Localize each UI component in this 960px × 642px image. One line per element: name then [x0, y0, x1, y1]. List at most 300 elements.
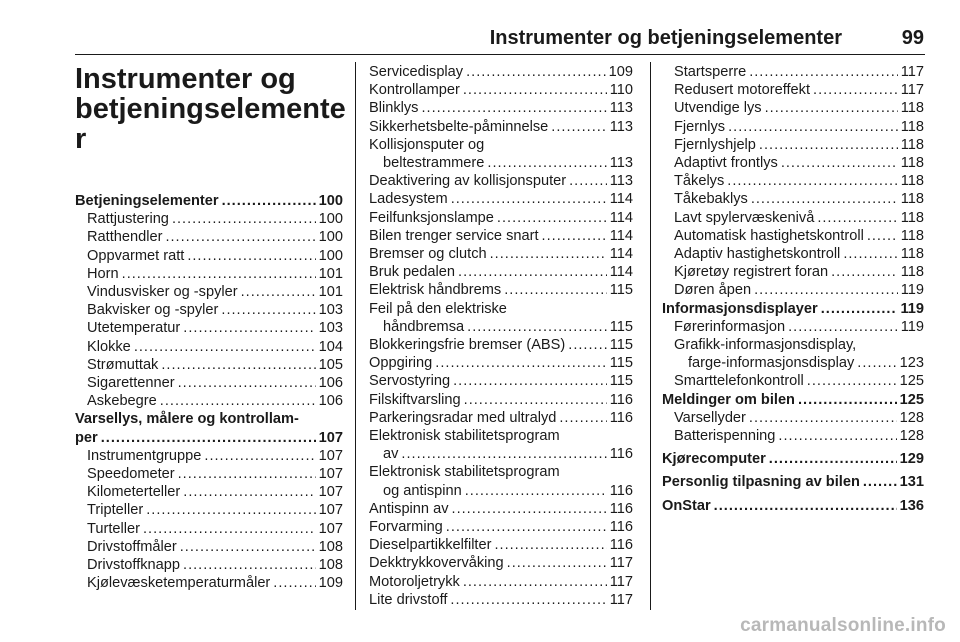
toc-entry[interactable]	[662, 81, 924, 99]
toc-entry[interactable]	[75, 210, 343, 228]
dot-leader	[559, 409, 606, 427]
toc-section-entry[interactable]	[662, 391, 924, 409]
toc-entry[interactable]	[369, 209, 633, 227]
toc-entry-label: Instrumentgruppe	[87, 447, 202, 464]
toc-entry[interactable]	[369, 336, 633, 354]
toc-entry	[369, 463, 633, 481]
toc-entry-page: 115	[609, 318, 633, 335]
toc-entry-page: 118	[900, 118, 924, 135]
toc-entry-page: 115	[609, 355, 633, 372]
dot-leader	[178, 465, 316, 483]
toc-entry-page: 125	[899, 391, 924, 408]
toc-entry-page: 101	[318, 265, 343, 282]
toc-entry	[369, 136, 633, 154]
toc-entry-label: Fjernlys	[674, 118, 726, 135]
toc-entry-label: Strømuttak	[87, 356, 159, 373]
toc-entry-page: 119	[900, 318, 924, 335]
toc-entry-label: Tripteller	[87, 502, 144, 519]
chapter-title	[75, 64, 345, 154]
toc-entry[interactable]	[662, 136, 924, 154]
toc-entry[interactable]	[75, 374, 343, 392]
dot-leader	[222, 192, 316, 210]
dot-leader	[817, 209, 897, 227]
toc-entry-page: 116	[609, 446, 633, 463]
toc-entry[interactable]	[75, 447, 343, 465]
toc-entry[interactable]	[369, 63, 633, 81]
toc-section-entry[interactable]	[662, 300, 924, 318]
dot-leader	[458, 263, 607, 281]
toc-entry-label: Døren åpen	[674, 282, 752, 299]
page-header	[0, 0, 960, 62]
toc-entry-page: 123	[899, 355, 924, 372]
toc-entry[interactable]	[369, 318, 633, 336]
toc-entry-page: 107	[318, 466, 343, 483]
toc-entry-page: 106	[318, 375, 343, 392]
toc-entry-label: Ratthendler	[87, 229, 163, 246]
toc-entry-page: 103	[318, 302, 343, 319]
toc-entry[interactable]	[369, 573, 633, 591]
dot-leader	[749, 63, 898, 81]
dot-leader	[146, 501, 315, 519]
toc-entry-page: 116	[609, 391, 633, 408]
toc-entry[interactable]	[75, 338, 343, 356]
toc-entry-page: 117	[609, 591, 633, 608]
toc-entry-page: 119	[900, 300, 924, 317]
dot-leader	[172, 210, 316, 228]
toc-entry-label: Førerinformasjon	[674, 318, 786, 335]
toc-entry-label: håndbremsa	[383, 318, 465, 335]
toc-section-entry[interactable]	[662, 450, 924, 468]
dot-leader	[143, 520, 316, 538]
toc-entry-label: per	[75, 429, 98, 446]
toc-entry-label: Varsellys, målere og kontrollam-	[75, 411, 299, 428]
toc-entry-page: 113	[609, 173, 633, 190]
dot-leader	[451, 190, 607, 208]
toc-entry	[662, 336, 924, 354]
toc-entry[interactable]	[369, 118, 633, 136]
toc-entry[interactable]	[662, 372, 924, 390]
toc-entry-page: 113	[609, 155, 633, 172]
toc-entry-page: 113	[609, 118, 633, 135]
toc-entry[interactable]	[369, 263, 633, 281]
toc-entry[interactable]	[75, 465, 343, 483]
toc-entry-label: Horn	[87, 265, 119, 282]
dot-leader	[463, 573, 607, 591]
toc-entry-label: Drivstoffmåler	[87, 538, 177, 555]
dot-leader	[464, 391, 607, 409]
toc-entry-page: 125	[899, 373, 924, 390]
toc-entry-page: 128	[899, 409, 924, 426]
dot-leader	[463, 81, 607, 99]
toc-entry-label: Bilen trenger service snart	[369, 227, 539, 244]
toc-entry[interactable]	[75, 392, 343, 410]
column-divider	[355, 62, 356, 610]
toc-entry-page: 108	[318, 557, 343, 574]
toc-entry-label: Lavt spylervæskenivå	[674, 209, 815, 226]
dot-leader	[204, 447, 315, 465]
toc-entry-label: Elektronisk stabilitetsprogram	[369, 428, 560, 445]
toc-entry-label: Askebegre	[87, 393, 157, 410]
toc-entry-page: 118	[900, 209, 924, 226]
toc-entry-page: 118	[900, 264, 924, 281]
toc-entry-label: Filskiftvarsling	[369, 391, 461, 408]
dot-leader	[728, 118, 898, 136]
toc-entry-label: Dekktrykkovervåking	[369, 555, 504, 572]
toc-entry-label: Meldinger om bilen	[662, 391, 795, 408]
dot-leader	[769, 450, 897, 468]
toc-entry-page: 116	[609, 537, 633, 554]
toc-entry[interactable]	[75, 265, 343, 283]
toc-entry-page: 116	[609, 482, 633, 499]
watermark: carmanualsonline.info	[740, 615, 946, 636]
dot-leader	[798, 391, 897, 409]
toc-entry-page: 115	[609, 282, 633, 299]
toc-entry[interactable]	[369, 482, 633, 500]
toc-entry-label: OnStar	[662, 497, 711, 514]
toc-entry-label: Adaptiv hastighetskontroll	[674, 246, 841, 263]
toc-entry-page: 117	[609, 555, 633, 572]
toc-entry-label: Fjernlyshjelp	[674, 136, 756, 153]
toc-entry-label: Kontrollamper	[369, 82, 460, 99]
toc-entry-page: 107	[318, 520, 343, 537]
toc-entry-label: Startsperre	[674, 64, 747, 80]
toc-entry-label: Klokke	[87, 338, 131, 355]
toc-entry[interactable]	[75, 538, 343, 556]
toc-entry-label: Speedometer	[87, 466, 175, 483]
toc-entry-page: 136	[899, 497, 924, 514]
toc-entry[interactable]	[369, 99, 633, 117]
toc-entry-label: farge-informasjonsdisplay	[688, 355, 855, 372]
dot-leader	[241, 283, 316, 301]
toc-entry[interactable]	[75, 301, 343, 319]
column-divider	[650, 62, 651, 610]
dot-leader	[754, 281, 898, 299]
toc-entry-label: Personlig tilpasning av bilen	[662, 474, 860, 491]
toc-entry-label: Parkeringsradar med ultralyd	[369, 409, 557, 426]
toc-entry-page: 128	[899, 428, 924, 445]
toc-entry[interactable]	[662, 172, 924, 190]
toc-section-entry[interactable]	[662, 497, 924, 515]
toc-entry-label: Dieselpartikkelfilter	[369, 537, 492, 554]
dot-leader	[490, 245, 607, 263]
dot-leader	[160, 392, 316, 410]
toc-entry-label: Smarttelefonkontroll	[674, 373, 804, 390]
toc-entry-page: 115	[609, 373, 633, 390]
toc-entry-label: Kjølevæsketemperaturmåler	[87, 575, 271, 592]
toc-entry-page: 103	[318, 320, 343, 337]
toc-entry-label: Feil på den elektriske	[369, 300, 507, 317]
dot-leader	[727, 172, 897, 190]
dot-leader	[435, 354, 606, 372]
toc-entry[interactable]	[75, 356, 343, 374]
chapter-title-line: betjeningselemente	[75, 93, 346, 125]
toc-entry-label: Kjørecomputer	[662, 451, 766, 468]
dot-leader	[494, 536, 606, 554]
toc-entry-page: 117	[900, 64, 924, 80]
toc-entry[interactable]	[369, 281, 633, 299]
toc-entry-label: beltestrammere	[383, 155, 485, 172]
toc-entry[interactable]	[369, 172, 633, 190]
toc-entry-page: 115	[609, 337, 633, 354]
toc-entry[interactable]	[75, 228, 343, 246]
toc-entry-page: 114	[609, 264, 633, 281]
toc-entry[interactable]	[369, 372, 633, 390]
toc-entry-label: Utvendige lys	[674, 100, 762, 117]
toc-entry-page: 118	[900, 227, 924, 244]
toc-entry[interactable]	[369, 536, 633, 554]
toc-entry[interactable]	[369, 81, 633, 99]
toc-entry-page: 110	[609, 82, 633, 99]
toc-entry[interactable]	[75, 483, 343, 501]
toc-entry	[369, 300, 633, 318]
toc-entry[interactable]	[662, 99, 924, 117]
toc-entry-page: 116	[609, 409, 633, 426]
toc-entry-page: 129	[899, 451, 924, 468]
toc-section-entry[interactable]	[75, 429, 343, 447]
dot-leader	[187, 247, 315, 265]
toc-entry-label: Kollisjonsputer og	[369, 136, 485, 153]
toc-entry-page: 114	[609, 209, 633, 226]
toc-entry[interactable]	[75, 319, 343, 337]
toc-entry[interactable]	[369, 354, 633, 372]
toc-entry[interactable]	[75, 556, 343, 574]
toc-entry-label: Lite drivstoff	[369, 591, 448, 608]
toc-entry[interactable]	[662, 227, 924, 245]
toc-entry[interactable]	[662, 263, 924, 281]
toc-entry[interactable]	[369, 190, 633, 208]
toc-entry-label: Tåkelys	[674, 173, 725, 190]
dot-leader	[497, 209, 607, 227]
toc-entry[interactable]	[662, 118, 924, 136]
dot-leader	[446, 518, 607, 536]
toc-entry-label: Ladesystem	[369, 191, 448, 208]
toc-entry[interactable]	[369, 445, 633, 463]
dot-leader	[857, 354, 896, 372]
toc-entry[interactable]	[369, 554, 633, 572]
toc-entry-page: 100	[318, 193, 343, 209]
toc-entry-page: 114	[609, 191, 633, 208]
toc-entry[interactable]	[369, 391, 633, 409]
dot-leader	[134, 338, 316, 356]
dot-leader	[467, 318, 607, 336]
toc-entry-label: Servostyring	[369, 373, 451, 390]
toc-entry-label: Rattjustering	[87, 211, 169, 228]
dot-leader	[183, 319, 315, 337]
dot-leader	[749, 409, 897, 427]
toc-section-entry[interactable]	[662, 473, 924, 491]
dot-leader	[788, 318, 898, 336]
toc-entry[interactable]	[369, 409, 633, 427]
toc-entry[interactable]	[369, 245, 633, 263]
toc-section-entry[interactable]	[75, 192, 343, 210]
toc-entry[interactable]	[75, 574, 343, 592]
toc-entry-label: Redusert motoreffekt	[674, 82, 811, 99]
dot-leader	[183, 483, 315, 501]
toc-entry-label: Elektrisk håndbrems	[369, 282, 502, 299]
dot-leader	[101, 429, 316, 447]
chapter-title-line: r	[75, 123, 87, 155]
dot-leader	[452, 500, 607, 518]
toc-entry[interactable]	[369, 500, 633, 518]
toc-entry-label: Oppgiring	[369, 355, 433, 372]
toc-entry-page: 119	[900, 282, 924, 299]
toc-entry-page: 100	[318, 211, 343, 228]
dot-leader	[551, 118, 606, 136]
toc-entry-page: 105	[318, 356, 343, 373]
toc-entry-page: 118	[900, 246, 924, 263]
toc-entry-label: Varsellyder	[674, 409, 746, 426]
dot-leader	[759, 136, 898, 154]
dot-leader	[568, 336, 606, 354]
toc-entry-page: 131	[899, 474, 924, 491]
page-number: 99	[901, 27, 924, 49]
toc-entry-page: 107	[318, 502, 343, 519]
toc-entry-label: Sikkerhetsbelte-påminnelse	[369, 118, 549, 135]
toc-entry-page: 116	[609, 500, 633, 517]
toc-entry-page: 118	[900, 191, 924, 208]
dot-leader	[765, 99, 898, 117]
dot-leader	[178, 374, 316, 392]
dot-leader	[487, 154, 606, 172]
toc-entry[interactable]	[75, 247, 343, 265]
toc-entry-label: Turteller	[87, 520, 140, 537]
toc-entry-label: Automatisk hastighetskontroll	[674, 227, 864, 244]
dot-leader	[465, 482, 607, 500]
toc-entry-page: 107	[318, 447, 343, 464]
toc-entry-label: Elektronisk stabilitetsprogram	[369, 464, 560, 481]
toc-entry-label: Servicedisplay	[369, 64, 464, 80]
toc-entry-label: Bremser og clutch	[369, 246, 487, 263]
toc-entry[interactable]	[75, 520, 343, 538]
toc-column-1	[75, 192, 343, 592]
toc-entry-page: 117	[609, 573, 633, 590]
toc-entry[interactable]	[75, 501, 343, 519]
toc-entry-label: Feilfunksjonslampe	[369, 209, 494, 226]
toc-entry-label: Kjøretøy registrert foran	[674, 264, 829, 281]
toc-entry-label: og antispinn	[383, 482, 462, 499]
toc-entry-label: Utetemperatur	[87, 320, 181, 337]
toc-entry-label: Tåkebaklys	[674, 191, 748, 208]
toc-entry-label: Betjeningselementer	[75, 193, 219, 209]
toc-entry-label: Grafikk-informasjonsdisplay,	[674, 337, 857, 354]
running-header-title: Instrumenter og betjeningselementer	[489, 27, 842, 49]
toc-entry[interactable]	[662, 209, 924, 227]
toc-entry-label: Adaptivt frontlys	[674, 155, 778, 172]
header-divider	[75, 54, 925, 55]
toc-entry-page: 108	[318, 538, 343, 555]
dot-leader	[843, 245, 897, 263]
dot-leader	[504, 281, 607, 299]
dot-leader	[778, 427, 896, 445]
toc-entry-label: Vindusvisker og -spyler	[87, 284, 238, 301]
toc-entry-label: Drivstoffknapp	[87, 557, 181, 574]
toc-entry-page: 106	[318, 393, 343, 410]
dot-leader	[421, 99, 606, 117]
dot-leader	[813, 81, 898, 99]
toc-entry-page: 109	[608, 64, 633, 80]
toc-entry-label: Motoroljetrykk	[369, 573, 460, 590]
dot-leader	[542, 227, 607, 245]
toc-entry-page: 114	[609, 227, 633, 244]
toc-entry-page: 118	[900, 155, 924, 172]
toc-entry-page: 109	[318, 575, 343, 592]
dot-leader	[466, 63, 606, 81]
toc-section-entry	[75, 410, 343, 428]
toc-entry-label: Forvarming	[369, 519, 443, 536]
dot-leader	[122, 265, 316, 283]
toc-entry-page: 113	[609, 100, 633, 117]
dot-leader	[180, 538, 316, 556]
toc-entry[interactable]	[662, 190, 924, 208]
dot-leader	[221, 301, 315, 319]
toc-entry[interactable]	[75, 283, 343, 301]
toc-entry-page: 104	[318, 338, 343, 355]
toc-entry-page: 107	[318, 484, 343, 501]
toc-entry-label: Deaktivering av kollisjonsputer	[369, 173, 567, 190]
toc-entry[interactable]	[662, 354, 924, 372]
dot-leader	[867, 227, 898, 245]
toc-entry-page: 100	[318, 247, 343, 264]
dot-leader	[507, 554, 607, 572]
toc-entry[interactable]	[662, 318, 924, 336]
dot-leader	[751, 190, 898, 208]
toc-entry[interactable]	[369, 591, 633, 609]
toc-entry-label: Kilometerteller	[87, 484, 181, 501]
dot-leader	[569, 172, 607, 190]
toc-entry-label: Bruk pedalen	[369, 264, 456, 281]
toc-entry-page: 118	[900, 173, 924, 190]
toc-entry-label: av	[383, 446, 399, 463]
dot-leader	[183, 556, 316, 574]
toc-entry[interactable]	[662, 427, 924, 445]
toc-entry-label: Batterispenning	[674, 428, 776, 445]
toc-entry[interactable]	[662, 154, 924, 172]
toc-column-2	[369, 63, 633, 609]
dot-leader	[161, 356, 315, 374]
dot-leader	[807, 372, 897, 390]
toc-entry-label: Informasjonsdisplayer	[662, 300, 818, 317]
dot-leader	[273, 574, 315, 592]
toc-entry[interactable]	[369, 518, 633, 536]
toc-entry-page: 114	[609, 246, 633, 263]
dot-leader	[714, 497, 897, 515]
dot-leader	[453, 372, 607, 390]
toc-entry-label: Bakvisker og -spyler	[87, 302, 219, 319]
toc-entry-page: 118	[900, 136, 924, 153]
toc-entry-page: 118	[900, 100, 924, 117]
toc-entry[interactable]	[662, 281, 924, 299]
dot-leader	[450, 591, 606, 609]
toc-entry-page: 107	[318, 429, 343, 446]
toc-entry-page: 116	[609, 519, 633, 536]
toc-entry[interactable]	[369, 227, 633, 245]
toc-entry[interactable]	[662, 245, 924, 263]
toc-entry-label: Antispinn av	[369, 500, 449, 517]
toc-entry[interactable]	[662, 409, 924, 427]
toc-column-3	[662, 63, 924, 515]
toc-entry[interactable]	[662, 63, 924, 81]
toc-entry-page: 117	[900, 82, 924, 99]
toc-entry-page: 100	[318, 229, 343, 246]
toc-entry	[369, 427, 633, 445]
chapter-title-line: Instrumenter og	[75, 63, 296, 95]
toc-entry[interactable]	[369, 154, 633, 172]
toc-entry-page: 101	[318, 284, 343, 301]
toc-entry-label: Blinklys	[369, 100, 419, 117]
dot-leader	[821, 300, 898, 318]
dot-leader	[863, 473, 897, 491]
dot-leader	[401, 445, 606, 463]
